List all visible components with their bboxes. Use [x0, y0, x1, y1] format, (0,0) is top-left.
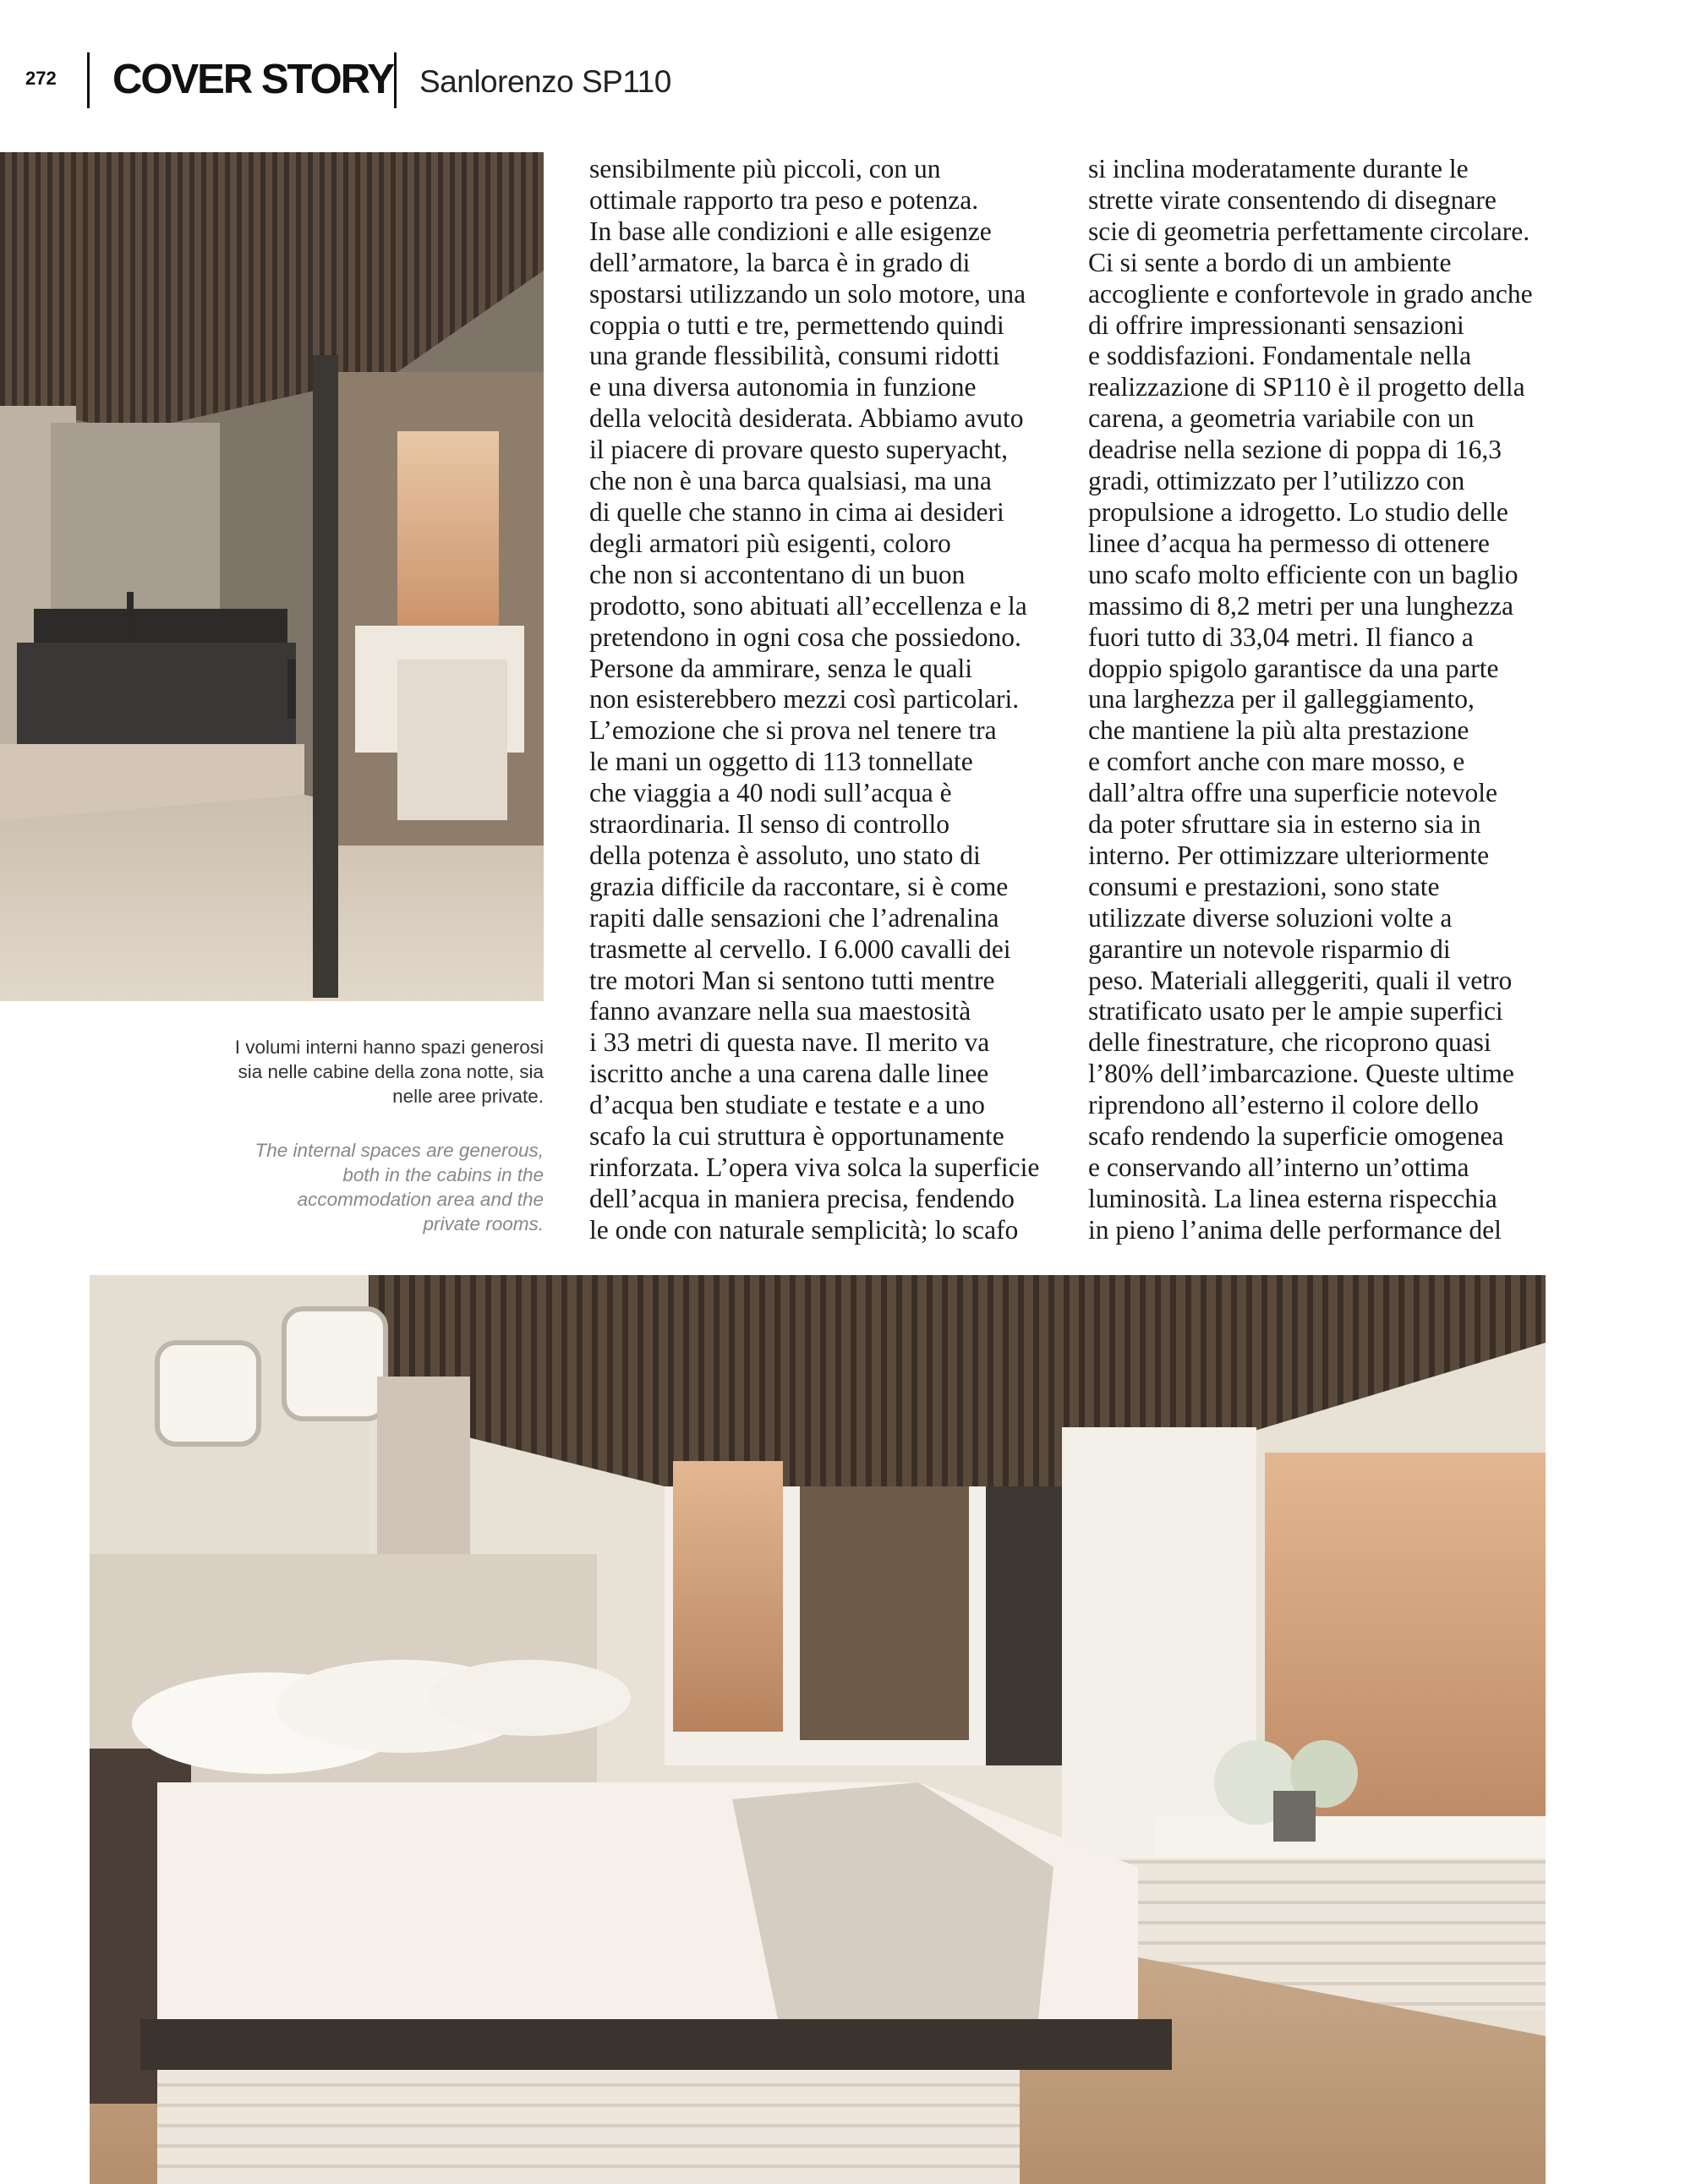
text-line: e comfort anche con mare mosso, e [1088, 747, 1465, 777]
text-line: stratificato usato per le ampie superfici [1088, 996, 1503, 1026]
text-line: dell’acqua in maniera precisa, fendendo [589, 1183, 1015, 1213]
caption-line: The internal spaces are generous, [254, 1140, 544, 1161]
text-line: fuori tutto di 33,04 metri. Il fianco a [1088, 621, 1474, 652]
text-line: della potenza è assoluto, uno stato di [589, 840, 981, 870]
text-line: prodotto, sono abituati all’eccellenza e la [589, 590, 1027, 621]
text-line: peso. Materiali alleggeriti, quali il vetro [1088, 965, 1513, 995]
text-line: Persone da ammirare, senza le quali [589, 653, 973, 683]
text-line: uno scafo molto efficiente con un baglio [1088, 559, 1519, 589]
caption-line: sia nelle cabine della zona notte, sia [238, 1061, 544, 1082]
text-line: da poter sfruttare sia in esterno sia in [1088, 809, 1481, 840]
text-line: non esisterebbero mezzi così particolari. [589, 684, 1020, 714]
text-line: riprendono all’esterno il colore dello [1088, 1090, 1479, 1120]
text-line: scie di geometria perfettamente circolare. [1088, 216, 1530, 246]
text-line: coppia o tutti e tre, permettendo quindi [589, 309, 1004, 340]
text-line: i 33 metri di questa nave. Il merito va [589, 1027, 990, 1058]
text-line: che non si accontentano di un buon [589, 559, 966, 589]
text-line: e conservando all’interno un’ottima [1088, 1152, 1469, 1182]
text-line: scafo la cui struttura è opportunamente [589, 1121, 1004, 1152]
text-line: che non è una barca qualsiasi, ma una [589, 466, 992, 496]
text-line: sensibilmente più piccoli, con un [589, 154, 941, 183]
text-line: In base alle condizioni e alle esigenze [589, 216, 992, 246]
text-line: degli armatori più esigenti, coloro [589, 528, 951, 558]
text-line: che viaggia a 40 nodi sull’acqua è [589, 778, 952, 808]
text-line: rinforzata. L’opera viva solca la superficie [589, 1152, 1040, 1182]
text-line: strette virate consentendo di disegnare [1088, 184, 1497, 215]
text-line: pretendono in ogni cosa che possiedono. [589, 621, 1021, 652]
cabin-bedroom-photo [90, 1275, 1546, 2184]
body-column-2 [1088, 154, 1533, 1246]
text-line: rapiti dalle sensazioni che l’adrenalina [589, 902, 999, 933]
text-line: della velocità desiderata. Abbiamo avuto [589, 403, 1024, 434]
caption-italian [169, 1035, 544, 1108]
caption-line: accommodation area and the [297, 1189, 544, 1210]
body-column-1 [589, 154, 1039, 1246]
text-line: di quelle che stanno in cima ai desideri [589, 496, 1004, 527]
caption-line: I volumi interni hanno spazi generosi [234, 1037, 544, 1058]
text-line: garantire un notevole risparmio di [1088, 933, 1451, 964]
text-line: le mani un oggetto di 113 tonnellate [589, 747, 973, 777]
text-line: ottimale rapporto tra peso e potenza. [589, 184, 979, 215]
text-line: Ci si sente a bordo di un ambiente [1088, 247, 1452, 277]
text-line: accogliente e confortevole in grado anche [1088, 278, 1533, 309]
text-line: iscritto anche a una carena dalle linee [589, 1059, 989, 1089]
text-line: dall’altra offre una superficie notevole [1088, 778, 1497, 808]
text-line: in pieno l’anima delle performance del [1088, 1214, 1502, 1245]
text-line: spostarsi utilizzando un solo motore, una [589, 278, 1026, 309]
text-line: propulsione a idrogetto. Lo studio delle [1088, 496, 1508, 527]
text-line: una grande flessibilità, consumi ridotti [589, 341, 1000, 371]
header-divider [87, 52, 90, 108]
text-line: e soddisfazioni. Fondamentale nella [1088, 341, 1472, 371]
text-line: dell’armatore, la barca è in grado di [589, 247, 971, 277]
text-line: si inclina moderatamente durante le [1088, 154, 1469, 183]
text-line: fanno avanzare nella sua maestosità [589, 996, 971, 1026]
text-line: linee d’acqua ha permesso di ottenere [1088, 528, 1490, 558]
page-header [0, 49, 1691, 115]
text-line: gradi, ottimizzato per l’utilizzo con [1088, 466, 1465, 496]
text-line: massimo di 8,2 metri per una lunghezza [1088, 590, 1513, 621]
text-line: le onde con naturale semplicità; lo scafo [589, 1214, 1019, 1245]
text-line: tre motori Man si sentono tutti mentre [589, 965, 995, 995]
text-line: scafo rendendo la superficie omogenea [1088, 1121, 1504, 1152]
page-number: 272 [25, 68, 57, 89]
text-line: consumi e prestazioni, sono state [1088, 871, 1440, 901]
caption-line: private rooms. [423, 1213, 544, 1234]
text-line: luminosità. La linea esterna rispecchia [1088, 1183, 1497, 1213]
caption-line: both in the cabins in the [342, 1164, 544, 1185]
text-line: d’acqua ben studiate e testate e a uno [589, 1090, 985, 1120]
bathroom-photo [0, 152, 544, 1001]
text-line: di offrire impressionanti sensazioni [1088, 309, 1464, 340]
text-line: straordinaria. Il senso di controllo [589, 809, 950, 840]
article-title: Sanlorenzo SP110 [419, 64, 671, 99]
text-line: interno. Per ottimizzare ulteriormente [1088, 840, 1490, 870]
text-line: grazia difficile da raccontare, si è come [589, 871, 1009, 901]
text-line: deadrise nella sezione di poppa di 16,3 [1088, 435, 1502, 465]
section-title: COVER STORY [112, 57, 393, 102]
text-line: utilizzate diverse soluzioni volte a [1088, 902, 1453, 933]
header-divider [394, 52, 397, 108]
text-line: carena, a geometria variabile con un [1088, 403, 1475, 434]
text-line: che mantiene la più alta prestazione [1088, 715, 1469, 746]
caption-line: nelle aree private. [392, 1086, 544, 1107]
text-line: trasmette al cervello. I 6.000 cavalli dei [589, 933, 1011, 964]
text-line: delle finestrature, che ricoprono quasi [1088, 1027, 1491, 1058]
text-line: l’80% dell’imbarcazione. Queste ultime [1088, 1059, 1514, 1089]
text-line: L’emozione che si prova nel tenere tra [589, 715, 997, 746]
caption-english [169, 1138, 544, 1236]
text-line: il piacere di provare questo superyacht, [589, 435, 1009, 465]
text-line: doppio spigolo garantisce da una parte [1088, 653, 1499, 683]
text-line: una larghezza per il galleggiamento, [1088, 684, 1475, 714]
text-line: e una diversa autonomia in funzione [589, 372, 977, 402]
text-line: realizzazione di SP110 è il progetto della [1088, 372, 1525, 402]
